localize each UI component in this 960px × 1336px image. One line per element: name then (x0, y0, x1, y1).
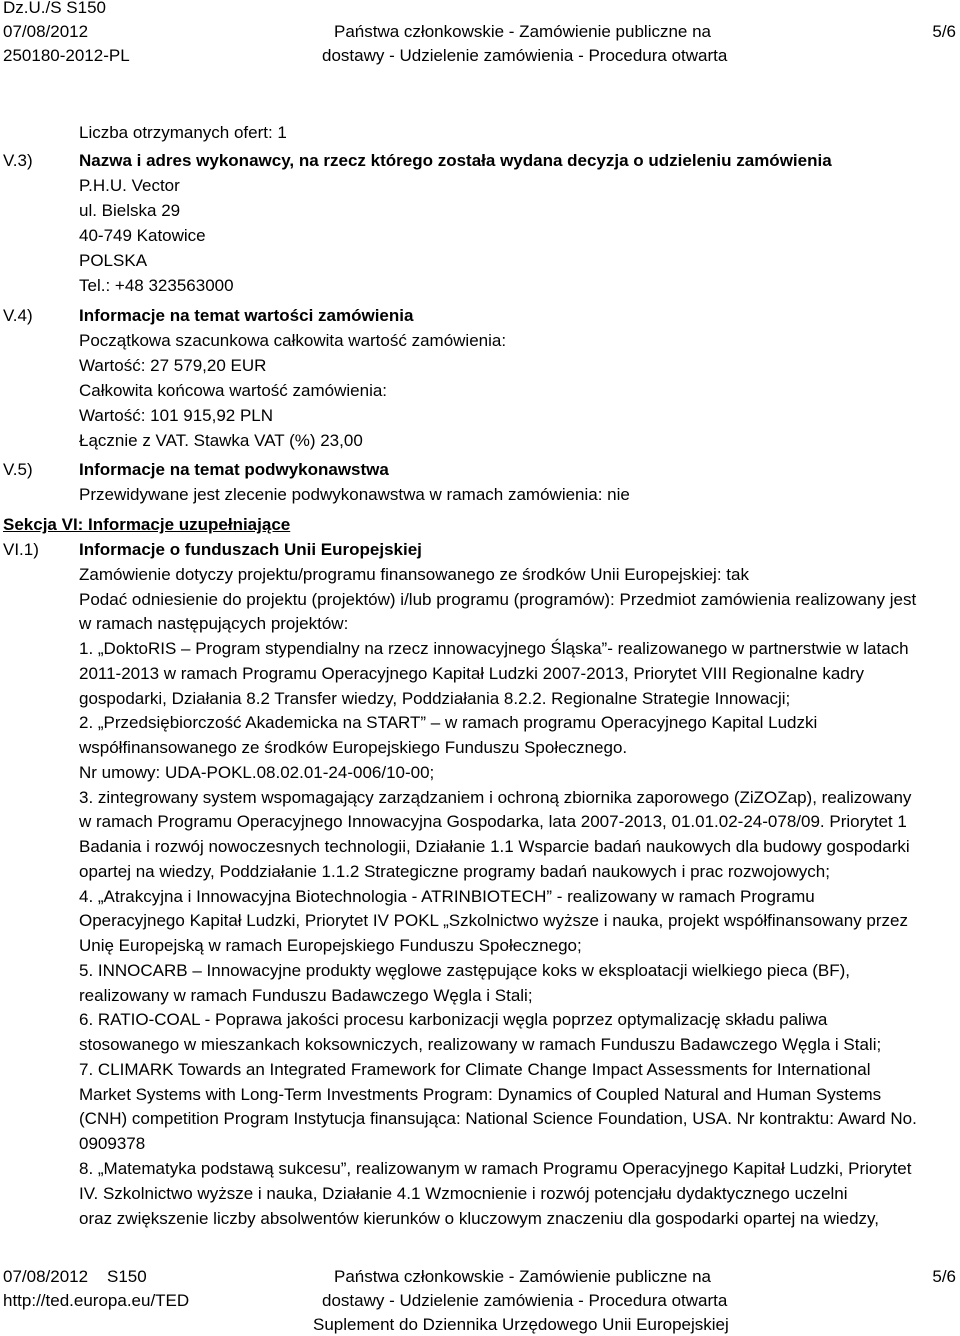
text-line: 5. INNOCARB – Innowacyjne produkty węglowe zastępujące koks w eksploatacji wielkiego pieca (BF), (79, 961, 851, 980)
footer-date-series: 07/08/2012 S150 (3, 1267, 147, 1286)
text-line: 2. „Przedsiębiorczość Akademicka na START” – w ramach programu Operacyjnego Kapital Ludzki (79, 713, 818, 732)
eu-funds-heading: Informacje o funduszach Unii Europejskiej (79, 540, 422, 559)
text-line: 3. zintegrowany system wspomagający zarządzaniem i ochroną zbiornika zaporowego (ZiZOZap), realizowany (79, 788, 912, 807)
text-line: 2011-2013 w ramach Programu Operacyjnego Kapitał Ludzki 2007-2013, Priorytet VIII Regionalne kadry (79, 664, 864, 683)
contractor-heading: Nazwa i adres wykonawcy, na rzecz którego została wydana decyzja o udzieleniu zamówienia (79, 151, 832, 170)
section-number-v4: V.4) (3, 306, 33, 325)
text-line: IV. Szkolnictwo wyższe i nauka, Działanie 4.1 Wzmocnienie i rozwój potencjału dydaktycznego uczelni (79, 1184, 848, 1203)
text-line: realizowany w ramach Funduszu Badawczego Węgla i Stali; (79, 986, 533, 1005)
header-title-line1: Państwa członkowskie - Zamówienie publiczne na (334, 22, 712, 41)
subcontracting-info: Przewidywane jest zlecenie podwykonawstwa w ramach zamówienia: nie (79, 485, 630, 504)
text-line: Badania i rozwój nowoczesnych technologii, Działanie 1.1 Wsparcie badań naukowych dla budowy gospodarki (79, 837, 910, 856)
text-line: współfinansowanego ze środków Europejskiego Funduszu Społecznego. (79, 738, 628, 757)
text-line: 4. „Atrakcyjna i Innowacyjna Biotechnologia - ATRINBIOTECH” - realizowany w ramach Programu (79, 887, 815, 906)
footer-title-line2: dostawy - Udzielenie zamówienia - Procedura otwarta (322, 1291, 728, 1310)
text-line: Podać odniesienie do projektu (projektów) i/lub programu (programów): Przedmiot zamówienia realizowany jest (79, 590, 917, 609)
eu-funds-answer: Zamówienie dotyczy projektu/programu finansowanego ze środków Unii Europejskiej: tak (79, 565, 749, 584)
page-header (0, 0, 960, 70)
text-line: w ramach Programu Operacyjnego Innowacyjna Gospodarka, lata 2007-2013, 01.01.02-24-078/09. Priorytet 1 (79, 812, 907, 831)
footer-page-number: 5/6 (932, 1267, 956, 1286)
subcontracting-heading: Informacje na temat podwykonawstwa (79, 460, 389, 479)
header-doc-id: 250180-2012-PL (3, 46, 130, 65)
header-date: 07/08/2012 (3, 22, 89, 41)
text-line: stosowanego w mieszankach koksowniczych, realizowany w ramach Funduszu Badawczego Węgla i Stali; (79, 1035, 882, 1054)
text-line: 0909378 (79, 1134, 146, 1153)
contractor-country: POLSKA (79, 251, 148, 270)
initial-value: Wartość: 27 579,20 EUR (79, 356, 267, 375)
offers-count: Liczba otrzymanych ofert: 1 (79, 123, 287, 142)
text-line: Nr umowy: UDA-POKL.08.02.01-24-006/10-00; (79, 763, 435, 782)
footer-title-line1: Państwa członkowskie - Zamówienie publiczne na (334, 1267, 712, 1286)
text-line: 1. „DoktoRIS – Program stypendialny na rzecz innowacyjnego Śląska”- realizowanego w partnerstwie w latach (79, 639, 909, 658)
text-line: 7. CLIMARK Towards an Integrated Framework for Climate Change Impact Assessments for International (79, 1060, 871, 1079)
vat-info: Łącznie z VAT. Stawka VAT (%) 23,00 (79, 431, 363, 450)
final-value: Wartość: 101 915,92 PLN (79, 406, 274, 425)
section-number-v5: V.5) (3, 460, 33, 479)
contractor-city: 40-749 Katowice (79, 226, 206, 245)
section-number-vi1: VI.1) (3, 540, 39, 559)
section-number-v3: V.3) (3, 151, 33, 170)
text-line: opartej na wiedzy, Poddziałanie 1.1.2 Strategiczne programy badań naukowych i prac rozwojowych; (79, 862, 830, 881)
text-line: oraz zwiększenie liczby absolwentów kierunków o kluczowym znaczeniu dla gospodarki opartej na wiedzy, (79, 1209, 880, 1228)
footer-supplement: Suplement do Dziennika Urzędowego Unii Europejskiej (313, 1315, 729, 1334)
section-vi-heading: Sekcja VI: Informacje uzupełniające (3, 515, 291, 534)
text-line: 6. RATIO-COAL - Poprawa jakości procesu karbonizacji węgla poprzez optymalizację składu paliwa (79, 1010, 828, 1029)
initial-value-label: Początkowa szacunkowa całkowita wartość zamówienia: (79, 331, 507, 350)
text-line: Market Systems with Long-Term Investments Program: Dynamics of Coupled Natural and Human Systems (79, 1085, 882, 1104)
journal-ref: Dz.U./S S150 (3, 0, 106, 17)
header-page-number: 5/6 (932, 22, 956, 41)
final-value-label: Całkowita końcowa wartość zamówienia: (79, 381, 388, 400)
text-line: w ramach następujących projektów: (79, 614, 349, 633)
contractor-street: ul. Bielska 29 (79, 201, 181, 220)
contractor-name: P.H.U. Vector (79, 176, 180, 195)
text-line: Operacyjnego Kapitał Ludzki, Priorytet IV POKL „Szkolnictwo wyższe i nauka, projekt współfinansowany przez (79, 911, 908, 930)
text-line: (CNH) competition Program Instytucja finansująca: National Science Foundation, USA. Nr kontraktu: Award No. (79, 1109, 917, 1128)
contractor-phone: Tel.: +48 323563000 (79, 276, 234, 295)
text-line: 8. „Matematyka podstawą sukcesu”, realizowanym w ramach Programu Operacyjnego Kapitał Ludzki, Priorytet (79, 1159, 912, 1178)
header-title-line2: dostawy - Udzielenie zamówienia - Procedura otwarta (322, 46, 728, 65)
text-line: Unię Europejską w ramach Europejskiego Funduszu Społecznego; (79, 936, 582, 955)
footer-url[interactable]: http://ted.europa.eu/TED (3, 1291, 190, 1310)
text-line: gospodarki, Działania 8.2 Transfer wiedzy, Poddziałania 8.2.2. Regionalne Strategie Innowacji; (79, 689, 791, 708)
value-heading: Informacje na temat wartości zamówienia (79, 306, 414, 325)
